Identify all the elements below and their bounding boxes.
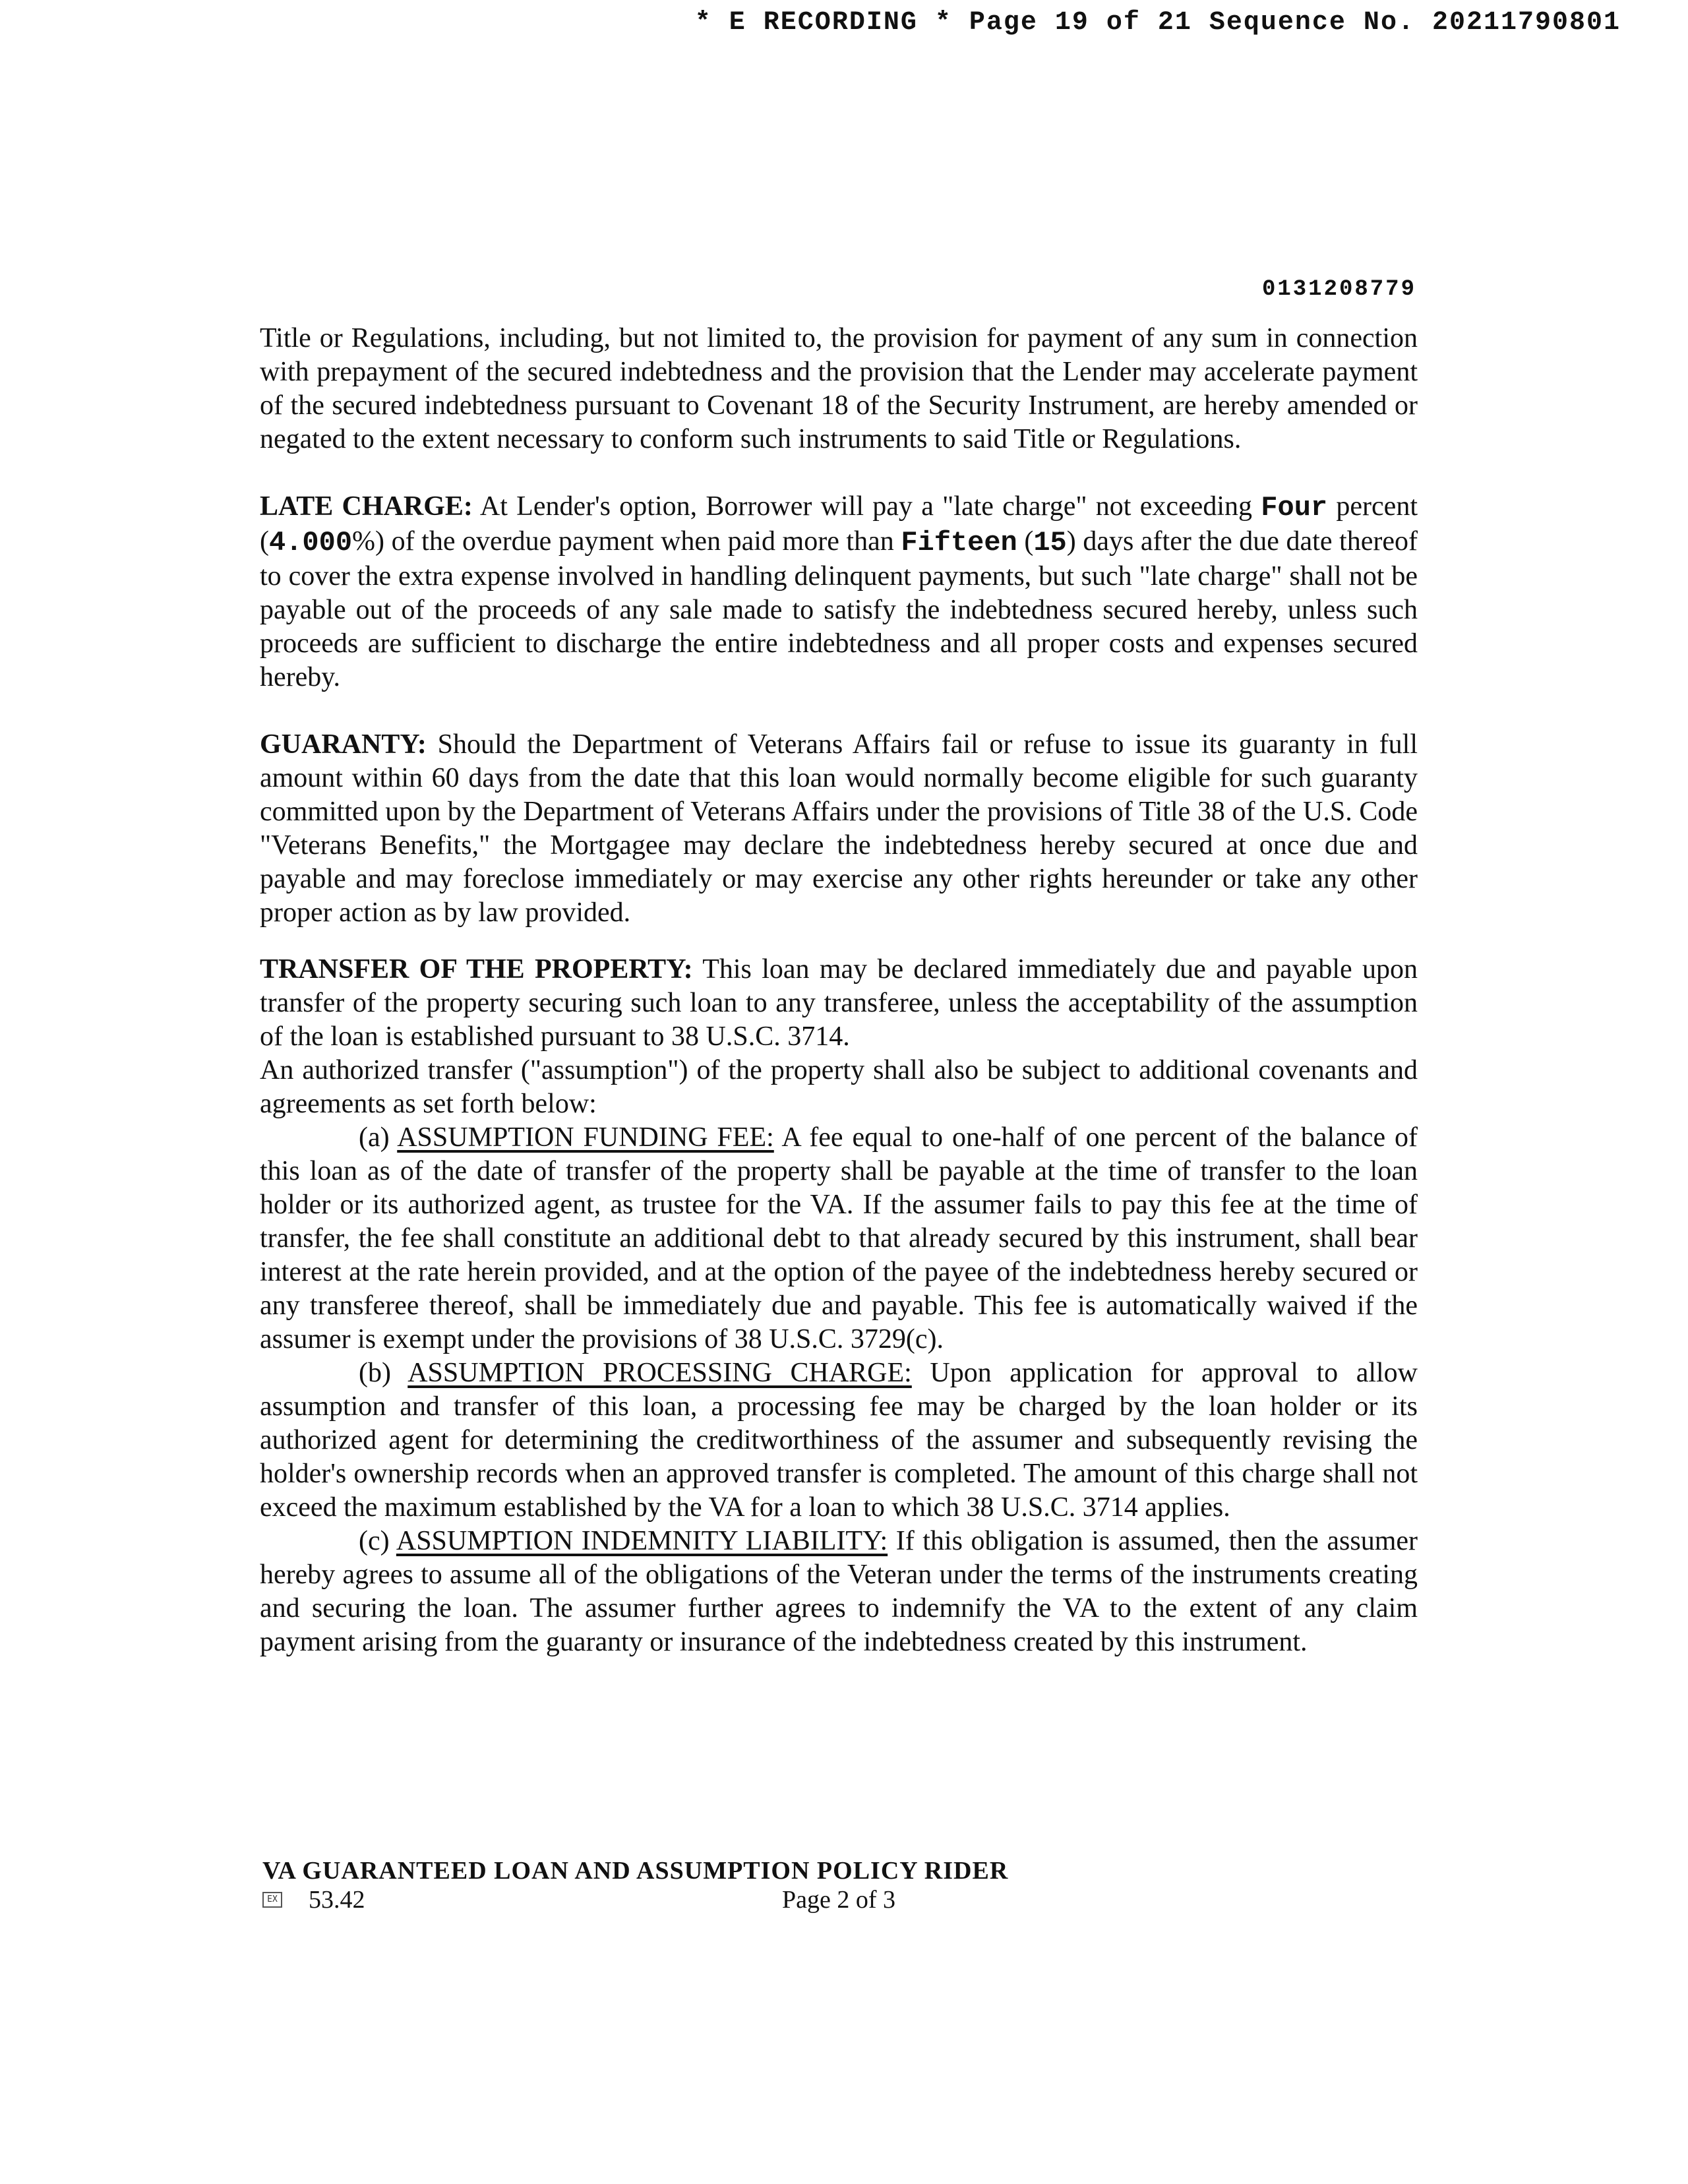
indemnity-paragraph <box>260 1525 1418 1659</box>
funding-fee-paragraph <box>260 1121 1418 1356</box>
late-charge-paragraph <box>260 490 1418 694</box>
rider-title: VA GUARANTEED LOAN AND ASSUMPTION POLICY RIDER <box>262 1857 1009 1885</box>
late-charge-days-words: Fifteen <box>901 527 1017 559</box>
late-charge-text-5: ) days after the due date thereof to cover the extra expense involved in handling delinquent payments, but such "late charge" shall not be payable out of the proceeds of any sale made to satisfy the indebtedness secured hereby, unless such proceeds are sufficient to discharge the entire indebtedness and all proper costs and expenses secured hereby. <box>260 526 1418 692</box>
rider-body <box>260 322 1418 1659</box>
transfer-heading: TRANSFER OF THE PROPERTY: <box>260 954 693 985</box>
footer-row <box>262 1885 1449 1914</box>
document-footer <box>262 1856 1449 1914</box>
processing-charge-paragraph <box>260 1356 1418 1525</box>
late-charge-heading: LATE CHARGE: <box>260 491 473 522</box>
guaranty-paragraph <box>260 728 1418 930</box>
funding-fee-title: ASSUMPTION FUNDING FEE: <box>397 1122 774 1153</box>
transfer-text: This loan may be declared immediately due and payable upon transfer of the property securing such loan to any transferee, unless the acceptability of the assumption of the loan is established pursuant to 38 U.S.C. 3714. <box>260 954 1418 1052</box>
late-charge-text-3: %) of the overdue payment when paid more than <box>352 526 901 557</box>
authorized-transfer-paragraph: An authorized transfer ("assumption") of the property shall also be subject to additional covenants and agreements as set forth below: <box>260 1055 1418 1119</box>
funding-fee-label: (a) <box>359 1122 398 1153</box>
intro-paragraph: Title or Regulations, including, but not limited to, the provision for payment of any sum in connection with prepayment of the secured indebtedness and the provision that the Lender may accelerate payment of the secured indebtedness pursuant to Covenant 18 of the Security Instrument, are hereby amended or negated to the extent necessary to conform such instruments to said Title or Regulations. <box>260 323 1418 454</box>
processing-charge-label: (b) <box>359 1358 408 1388</box>
processing-charge-title: ASSUMPTION PROCESSING CHARGE: <box>407 1358 912 1388</box>
late-charge-text-2: percent ( <box>260 491 1418 557</box>
funding-fee-text: A fee equal to one-half of one percent of the balance of this loan as of the date of transfer of the property shall be payable at the time of transfer to the loan holder or its authorized agent, as trustee for the VA. If the assumer fails to pay this fee at the time of transfer, the fee shall constitute an additional debt to that already secured by this instrument, shall bear interest at the rate herein provided, and at the option of the payee of the indebtedness hereby secured or any transferee thereof, shall be immediately due and payable. This fee is automatically waived if the assumer is exempt under the provisions of 38 U.S.C. 3729(c). <box>260 1122 1418 1354</box>
guaranty-heading: GUARANTY: <box>260 729 427 760</box>
transfer-paragraph <box>260 953 1418 1054</box>
late-charge-rate-words: Four <box>1261 492 1328 524</box>
late-charge-text-1: At Lender's option, Borrower will pay a "late charge" not exceeding <box>472 491 1261 522</box>
processing-charge-text: Upon application for approval to allow assumption and transfer of this loan, a processing fee may be charged by the loan holder or its authorized agent for determining the creditworthiness of the assumer and subsequently revising the holder's ownership records when an approved transfer is completed. The amount of this charge shall not exceed the maximum established by the VA for a loan to which 38 U.S.C. 3714 applies. <box>260 1358 1418 1523</box>
late-charge-rate-number: 4.000 <box>269 527 353 559</box>
page-number: Page 2 of 3 <box>782 1886 896 1914</box>
loan-number: 0131208779 <box>1261 277 1416 302</box>
guaranty-text: Should the Department of Veterans Affairs fail or refuse to issue its guaranty in full amount within 60 days from the date that this loan would normally become eligible for such guaranty committed upon by the Department of Veterans Affairs under the provisions of Title 38 of the U.S. Code "Veterans Benefits," the Mortgagee may declare the indebtedness hereby secured at once due and payable and may foreclose immediately or may exercise any other rights hereunder or take any other proper action as by law provided. <box>260 729 1418 928</box>
document-form-icon: EX <box>262 1892 282 1908</box>
indemnity-text: If this obligation is assumed, then the assumer hereby agrees to assume all of the obligations of the Veteran under the terms of the instruments creating and securing the loan. The assumer further agrees to indemnify the VA to the extent of any claim payment arising from the guaranty or insurance of the indebtedness created by this instrument. <box>260 1526 1418 1657</box>
late-charge-text-4: ( <box>1017 526 1034 557</box>
late-charge-days-number: 15 <box>1033 527 1067 559</box>
recording-header: * E RECORDING * Page 19 of 21 Sequence No. 20211790801 <box>694 8 1621 38</box>
form-number: 53.42 <box>309 1886 365 1914</box>
indemnity-label: (c) <box>359 1526 396 1556</box>
indemnity-title: ASSUMPTION INDEMNITY LIABILITY: <box>396 1526 888 1556</box>
